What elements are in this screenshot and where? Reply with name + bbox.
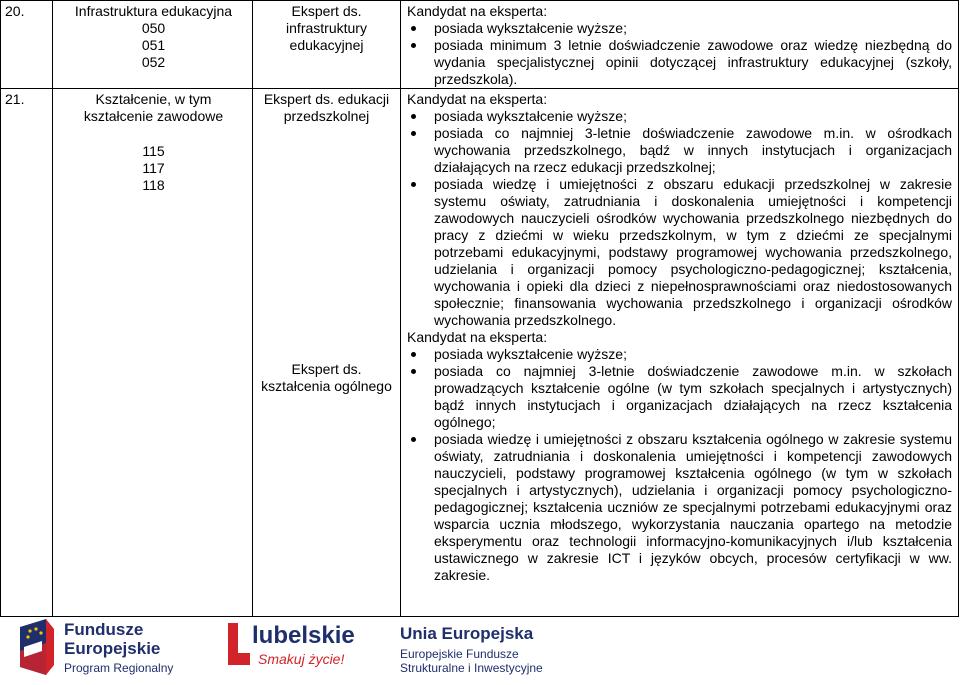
expert-cell <box>253 1 401 89</box>
lubelskie-slogan: Smakuj życie! <box>258 651 345 667</box>
requirement-item: posiada wiedzę i umiejętności z obszaru edukacji przedszkolnej w zakresie systemu oświaty, zatrudniania i doskonalenia umiejętności i kompetencji zawodowych nauczycieli ośrodków wychowania przedszkolnego niezbędnych do pracy z dziećmi w wieku przedszkolnym, w tym z dziećmi ze specjalnymi potrzebami edukacyjnymi, podstawy programowej wychowania przedszkolnego, udzielania i organizacji pomocy psychologiczno-pedagogicznej; kształcenia, wychowania i opieki dla dzieci z niepełnosprawnościami oraz niedostosowanych społecznie; finansowania wychowania przedszkolnego i organizacji ośrodków wychowania przedszkolnego. <box>407 176 952 329</box>
fe-flag-icon <box>16 617 56 679</box>
requirement-item: posiada wykształcenie wyższe; <box>407 108 952 125</box>
area-code: 115 <box>142 143 165 159</box>
requirements-list <box>407 346 952 584</box>
expert-name: Ekspert ds. infrastruktury edukacyjnej <box>286 3 367 53</box>
unia-europejska-logo <box>400 615 560 681</box>
row-number: 21. <box>1 89 53 617</box>
area-code: 050 <box>141 20 166 36</box>
area-name: Kształcenie, w tym kształcenie zawodowe <box>83 91 224 124</box>
lubelskie-name: lubelskie <box>252 622 355 649</box>
requirement-item: posiada wykształcenie wyższe; <box>407 20 952 37</box>
area-codes <box>59 143 248 194</box>
requirements-cell <box>401 1 959 89</box>
expert-cell <box>253 89 401 617</box>
area-cell <box>53 1 253 89</box>
area-cell <box>53 89 253 617</box>
fundusze-europejskie-logo <box>16 615 186 681</box>
area-name: Infrastruktura edukacyjna <box>74 3 233 19</box>
requirements-title: Kandydat na eksperta: <box>407 91 548 107</box>
fe-line2: Europejskie <box>64 639 161 658</box>
requirement-item: posiada minimum 3 letnie doświadczenie zawodowe oraz wiedzę niezbędną do wydania specjalistycznej opinii dotyczącej infrastruktury edukacyjnej (szkoły, przedszkola). <box>407 37 952 88</box>
requirement-item: posiada co najmniej 3-letnie doświadczenie zawodowe m.in. w ośrodkach wychowania przedszkolnego, bądź w innych instytucjach i organizacjach działających na rzecz edukacji przedszkolnej; <box>407 125 952 176</box>
expert-name: Ekspert ds. edukacji przedszkolnej <box>263 91 390 124</box>
fe-line3: Program Regionalny <box>64 661 174 675</box>
area-code: 117 <box>142 160 165 176</box>
area-codes <box>59 20 248 71</box>
ue-line1: Unia Europejska <box>400 624 534 643</box>
area-code: 051 <box>141 37 166 53</box>
table-row <box>1 89 959 617</box>
ue-line3: Strukturalne i Inwestycyjne <box>400 661 543 675</box>
requirements-title: Kandydat na eksperta: <box>407 3 548 19</box>
table-row <box>1 1 959 89</box>
requirement-item: posiada wiedzę i umiejętności z obszaru kształcenia ogólnego w zakresie systemu oświaty, zatrudniania i doskonalenia umiejętności i kompetencji zawodowych nauczycieli, podstawy programowej kształcenia ogólnego (w tym w szkołach specjalnych i artystycznych), udzielania i organizacji pomocy psychologiczno-pedagogicznej; kształcenia uczniów ze specjalnymi potrzebami edukacyjnymi oraz wsparcia ucznia młodszego, wykorzystania nauczania opartego na metodzie eksperymentu oraz technologii informacyjno-komunikacyjnych i/lub kształcenia ustawicznego w zakresie ICT i języków obcych, procesów certyfikacji w ww. zakresie. <box>407 431 952 584</box>
area-code: 118 <box>142 177 165 193</box>
requirements-list <box>407 20 952 88</box>
requirement-item: posiada co najmniej 3-letnie doświadczenie zawodowe m.in. w szkołach prowadzących kształcenie ogólne (w tym szkołach specjalnych i artystycznych) bądź innych instytucjach i organizacjach działających na rzecz kształcenia ogólnego; <box>407 363 952 431</box>
expert-name: Ekspert ds. kształcenia ogólnego <box>261 361 392 394</box>
requirement-item: posiada wykształcenie wyższe; <box>407 346 952 363</box>
row-number: 20. <box>1 1 53 89</box>
requirements-title: Kandydat na eksperta: <box>407 329 548 345</box>
area-code: 052 <box>141 54 166 70</box>
footer-logos <box>0 615 960 685</box>
requirements-list <box>407 108 952 329</box>
lubelskie-logo <box>222 615 355 681</box>
ue-line2: Europejskie Fundusze <box>400 647 519 661</box>
lubelskie-l-icon <box>222 621 252 667</box>
fe-line1: Fundusze <box>64 620 144 639</box>
requirements-cell <box>401 89 959 617</box>
